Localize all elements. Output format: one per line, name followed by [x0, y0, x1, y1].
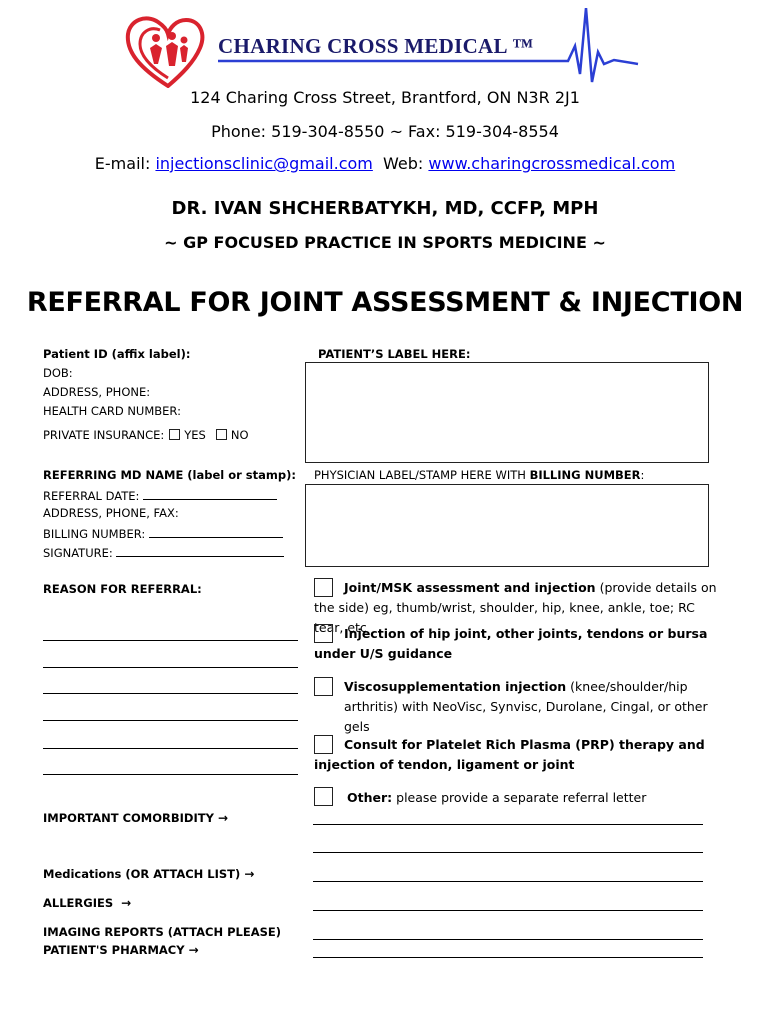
imaging-line[interactable] [313, 939, 703, 940]
option-text: (provide details on the side) eg, thumb/wrist, shoulder, hip, knee, ankle, toe; RC tear, etc [314, 580, 717, 635]
signature-field[interactable] [116, 544, 284, 557]
insurance-yes-label: YES [184, 428, 206, 442]
allergies-line[interactable] [313, 910, 703, 911]
reason-line[interactable] [43, 640, 298, 641]
signature-row [43, 544, 284, 560]
dob-label: DOB: [43, 366, 73, 380]
other-checkbox[interactable] [314, 787, 333, 806]
reason-label: REASON FOR REFERRAL: [43, 582, 202, 596]
pharmacy-row [43, 943, 199, 957]
patient-id-label: Patient ID (affix label): [43, 347, 191, 361]
pharmacy-line[interactable] [313, 957, 703, 958]
doctor-name: DR. IVAN SHCHERBATYKH, MD, CCFP, MPH [171, 198, 599, 219]
patient-label-box[interactable] [305, 362, 709, 463]
clinic-name: CHARING CROSS MEDICAL ™ [218, 34, 534, 58]
website-link[interactable]: www.charingcrossmedical.com [428, 154, 676, 173]
option-bold: Consult for Platelet Rich Plasma (PRP) therapy and injection of tendon, ligament or joint [314, 737, 705, 772]
comorbidity-row [43, 811, 228, 825]
reason-line[interactable] [43, 693, 298, 694]
referral-date-label: REFERRAL DATE: [43, 489, 140, 503]
stamp-box-title-end: : [640, 468, 645, 482]
option-text: (knee/shoulder/hip arthritis) with NeoVisc, Synvisc, Durolane, Cingal, or other gels [344, 679, 708, 734]
signature-label: SIGNATURE: [43, 546, 113, 560]
pharmacy-label: PATIENT'S PHARMACY [43, 943, 185, 957]
health-card-label: HEALTH CARD NUMBER: [43, 404, 181, 418]
comorbidity-line[interactable] [313, 852, 703, 853]
medications-row [43, 867, 254, 881]
stamp-box-title-bold: BILLING NUMBER [529, 468, 641, 482]
patient-address-label: ADDRESS, PHONE: [43, 385, 151, 399]
option-bold: Joint/MSK assessment and injection [344, 580, 596, 595]
viscosupplementation-checkbox[interactable] [314, 677, 333, 696]
private-insurance-label: PRIVATE INSURANCE: [43, 428, 165, 442]
arrow-right-icon: → [217, 811, 229, 825]
billing-number-label: BILLING NUMBER: [43, 527, 146, 541]
arrow-right-icon: → [244, 867, 255, 881]
clinic-contact-line [0, 154, 770, 173]
referral-date-row [43, 487, 277, 503]
arrow-right-icon: → [121, 896, 132, 910]
allergies-row [43, 896, 131, 910]
reason-line[interactable] [43, 667, 298, 668]
referrer-address-label: ADDRESS, PHONE, FAX: [43, 506, 179, 520]
reason-line[interactable] [43, 774, 298, 775]
billing-number-row [43, 525, 283, 541]
medications-label: Medications (OR ATTACH LIST) [43, 867, 241, 881]
page-title: REFERRAL FOR JOINT ASSESSMENT & INJECTION [26, 287, 744, 318]
email-label: E-mail: [94, 154, 151, 173]
insurance-no-checkbox[interactable] [216, 429, 227, 440]
comorbidity-label: IMPORTANT COMORBIDITY [43, 811, 214, 825]
referring-md-label: REFERRING MD NAME (label or stamp): [43, 468, 296, 482]
reason-line[interactable] [43, 748, 298, 749]
reason-line[interactable] [43, 720, 298, 721]
clinic-phone: Phone: 519-304-8550 ~ Fax: 519-304-8554 [211, 122, 559, 141]
stamp-box-title-text: PHYSICIAN LABEL/STAMP HERE WITH [314, 468, 526, 482]
option-other [347, 788, 727, 808]
stamp-box-title [314, 468, 644, 482]
other-line[interactable] [313, 824, 703, 825]
private-insurance-row [43, 428, 249, 442]
imaging-label: IMAGING REPORTS (ATTACH PLEASE) [43, 925, 281, 939]
arrow-right-icon: → [188, 943, 199, 957]
option-viscosupplementation [344, 677, 734, 737]
option-prp [314, 735, 724, 775]
clinic-address: 124 Charing Cross Street, Brantford, ON N3R 2J1 [190, 88, 580, 107]
allergies-label: ALLERGIES [43, 896, 114, 910]
option-text: please provide a separate referral letter [392, 790, 647, 805]
email-link[interactable]: injectionsclinic@gmail.com [155, 154, 373, 173]
physician-stamp-box[interactable] [305, 484, 709, 567]
practice-focus: ~ GP FOCUSED PRACTICE IN SPORTS MEDICINE ~ [164, 233, 606, 252]
insurance-yes-checkbox[interactable] [169, 429, 180, 440]
insurance-no-label: NO [230, 428, 249, 442]
option-bold: Viscosupplementation injection [344, 679, 567, 694]
option-bold: Other: [347, 790, 393, 805]
medications-line[interactable] [313, 881, 703, 882]
option-bold: Injection of hip joint, other joints, tendons or bursa under U/S guidance [314, 626, 708, 661]
billing-number-field[interactable] [149, 525, 283, 538]
referral-date-field[interactable] [143, 487, 277, 500]
option-hip-injection [314, 624, 724, 664]
patient-label-title: PATIENT’S LABEL HERE: [318, 347, 471, 361]
web-label: Web: [383, 154, 424, 173]
